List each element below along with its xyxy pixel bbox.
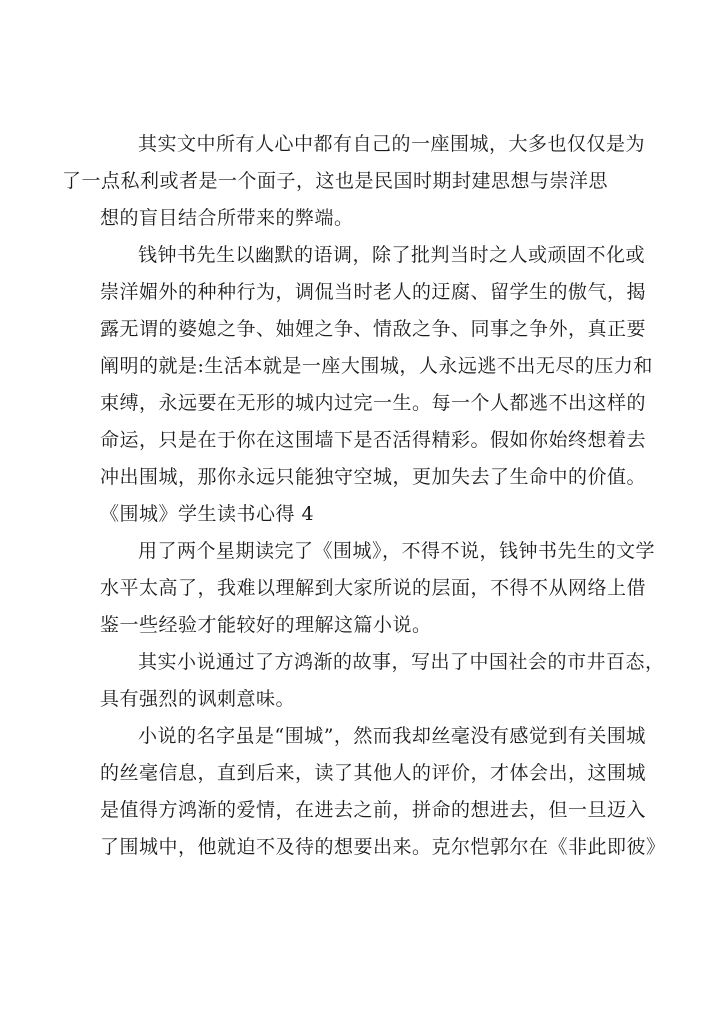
text-line: 了一点私利或者是一个面子，这也是民国时期封建思想与崇洋思	[62, 170, 609, 192]
text-line: 了围城中，他就迫不及待的想要出来。克尔恺郭尔在《非此即彼》	[100, 836, 666, 858]
paragraph-3	[100, 533, 656, 644]
text-line: 崇洋媚外的种种行为，调侃当时老人的迂腐、留学生的傲气，揭	[100, 281, 647, 303]
text-line: 阐明的就是:生活本就是一座大围城，人永远逃不出无尽的压力和	[100, 355, 653, 377]
paragraph-5	[100, 718, 666, 866]
text-line: 具有强烈的讽刺意味。	[100, 688, 296, 710]
text-line: 露无谓的婆媳之争、妯娌之争、情敌之争、同事之争外，真正要	[100, 318, 647, 340]
text-line: 鉴一些经验才能较好的理解这篇小说。	[100, 614, 432, 636]
text-line: 其实小说通过了方鸿渐的故事，写出了中国社会的市井百态，	[138, 651, 665, 673]
text-line: 用了两个星期读完了《围城》，不得不说，钱钟书先生的文学	[138, 540, 656, 562]
text-line: 束缚，永远要在无形的城内过完一生。每一个人都逃不出这样的	[100, 392, 647, 414]
paragraph-1	[62, 126, 648, 237]
paragraph-4	[100, 644, 665, 718]
text-line: 冲出围城，那你永远只能独守空城，更加失去了生命中的价值。	[100, 466, 647, 488]
text-line: 钱钟书先生以幽默的语调，除了批判当时之人或顽固不化或	[138, 244, 646, 266]
text-line: 命运，只是在于你在这围墙下是否活得精彩。假如你始终想着去	[100, 429, 647, 451]
text-line: 其实文中所有人心中都有自己的一座围城，大多也仅仅是为	[138, 133, 646, 155]
section-heading: 《围城》学生读书心得 4	[100, 503, 315, 525]
text-line: 的丝毫信息，直到后来，读了其他人的评价，才体会出，这围城	[100, 762, 647, 784]
paragraph-2	[100, 237, 653, 496]
text-line: 水平太高了，我难以理解到大家所说的层面，不得不从网络上借	[100, 577, 647, 599]
text-line: 想的盲目结合所带来的弊端。	[100, 207, 354, 229]
text-line: 小说的名字虽是“围城”，然而我却丝毫没有感觉到有关围城	[138, 725, 646, 747]
text-line: 是值得方鸿渐的爱情，在进去之前，拼命的想进去，但一旦迈入	[100, 799, 647, 821]
